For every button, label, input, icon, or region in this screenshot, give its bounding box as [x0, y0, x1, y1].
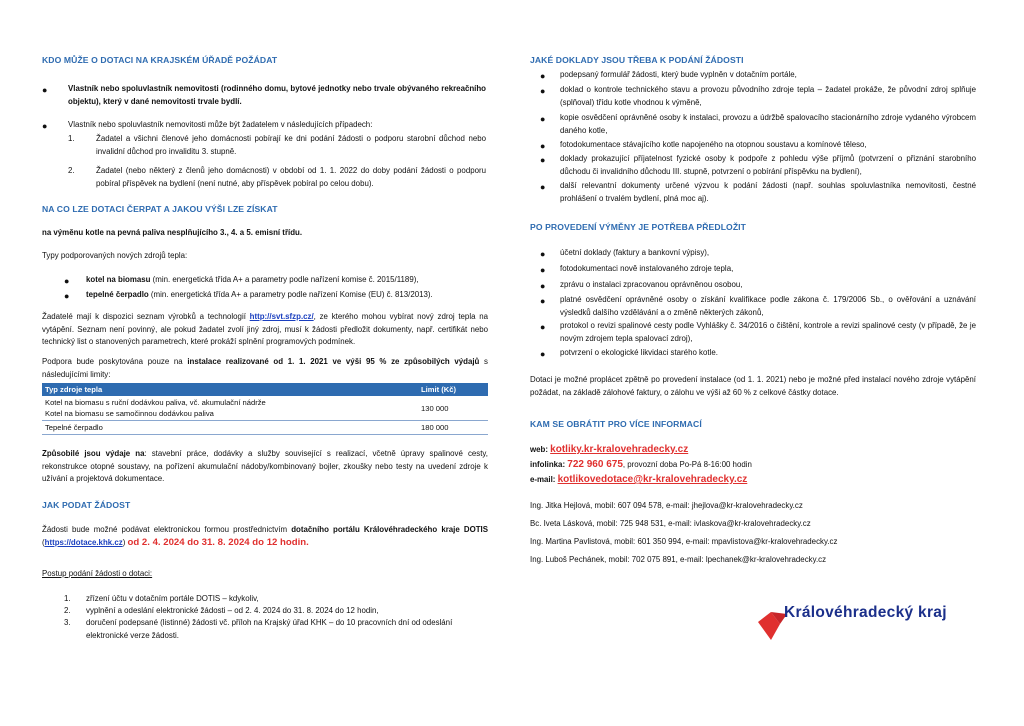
after-item: protokol o revizi spalinové cesty podle Vyhlášky č. 34/2016 o čištění, kontrole a revizi spalinové cesty (v případě, že je novým zdrojem tepla spalovací zdroj), [560, 321, 976, 343]
apply-text-a: Žádosti bude možné podávat elektronickou formou prostřednictvím [42, 525, 292, 534]
eligibility-sub-1: Žadatel a všichni členové jeho domácnosti pobírají ke dni podání žádosti o podporu starobní důchod nebo invalidní důchod pro invaliditu 3. stupně. [96, 134, 486, 156]
heading-how-to-apply: JAK PODAT ŽÁDOST [42, 500, 131, 510]
bullet: ● [540, 322, 546, 332]
eligible-costs-paragraph [42, 448, 488, 486]
table-cell-limit: 130 000 [418, 396, 488, 421]
row1-line-a: Kotel na biomasu s ruční dodávkou paliva, vč. akumulační nádrže [45, 398, 266, 407]
support-text-b: instalace realizované od 1. 1. 2021 ve výši 95 % ze způsobilých výdajů [187, 357, 480, 366]
limits-table [42, 383, 488, 435]
product-list-text-b: , ze kterého mohou vybírat nový zdroj tepla na vytápění. Seznam není povinný, ale pokud žadatel zvolí jiný zdroj, musí k žádosti předložit dokumenty, např. certifikát nebo technický list o stanovených parametrech, které prokáží splnění programových podmínek. [42, 312, 488, 346]
product-list-paragraph [42, 311, 488, 349]
email-line [530, 474, 747, 485]
logo-heart-icon [754, 600, 788, 644]
eligible-costs-label: Způsobilé jsou výdaje na [42, 449, 145, 458]
bullet: ● [540, 296, 546, 306]
phone-line [530, 459, 752, 470]
table-row [42, 421, 488, 435]
eligible-costs-text: : stavební práce, dodávky a služby související s realizací, včetně úpravy spalinové cesty, rekonstrukce otopné soustavy, na pořízení akumulační nádoby/kombinovaný bojler, zkoušky nebo testy na uvedení zdroje k užívání a projektová dokumentace. [42, 449, 488, 483]
support-paragraph [42, 356, 488, 381]
type-biomass-desc: (min. energetická třída A+ a parametry podle nařízení komise č. 2015/1189), [150, 275, 419, 284]
type-item-heatpump [86, 289, 488, 302]
eligibility-item-1: Vlastník nebo spoluvlastník nemovitosti (rodinného domu, bytové jednotky nebo trvale obývaného rekreačního objektu), který v dané nemovitosti trvale bydlí. [68, 84, 486, 106]
table-row [42, 396, 488, 421]
web-line [530, 444, 688, 455]
heading-required-documents: JAKÉ DOKLADY JSOU TŘEBA K PODÁNÍ ŽÁDOSTI [530, 55, 744, 65]
eligibility-sub-2: Žadatel (nebo některý z členů jeho domácnosti) v období od 1. 1. 2022 do doby podání žádosti o podporu pobíral příspěvek na bydlení (není nutné, aby příspěvek pobíral po celou dobu). [96, 166, 486, 188]
limits-table-header [42, 383, 488, 396]
doc-item: fotodokumentace stávajícího kotle napojeného na otopnou soustavu a komínové těleso, [560, 140, 867, 149]
contact-person: Ing. Jitka Hejlová, mobil: 607 094 578, e-mail: jhejlova@kr-kralovehradecky.cz [530, 501, 803, 510]
row1-line-b: Kotel na biomasu se samočinnou dodávkou paliva [45, 409, 214, 418]
replacement-text: na výměnu kotle na pevná paliva nesplňujícího 3., 4. a 5. emisní třídu. [42, 228, 303, 237]
phone-label: infolinka: [530, 460, 568, 469]
after-item: potvrzení o ekologické likvidaci starého kotle. [560, 348, 718, 357]
step-item: doručení podepsané (listinné) žádosti vč. příloh na Krajský úřad KHK – do 10 pracovních dní od odeslání elektronické verze žádosti. [86, 618, 453, 640]
apply-text-c: ( [42, 537, 45, 547]
heading-who-can-apply: KDO MŮŽE O DOTACI NA KRAJSKÉM ÚŘADĚ POŽÁDAT [42, 55, 278, 65]
heading-what-can-be-funded: NA CO LZE DOTACI ČERPAT A JAKOU VÝŠI LZE ZÍSKAT [42, 204, 278, 214]
table-cell-limit: 180 000 [418, 421, 488, 435]
list-number: 1. [68, 134, 75, 143]
bullet: ● [540, 249, 546, 259]
support-text-c: s následujícími limity: [42, 357, 488, 379]
step-item: vyplnění a odeslání elektronické žádosti – od 2. 4. 2024 do 31. 8. 2024 do 12 hodin, [86, 606, 379, 615]
list-number: 1. [64, 594, 71, 603]
after-item: účetní doklady (faktury a bankovní výpisy), [560, 248, 710, 257]
web-label: web: [530, 445, 551, 454]
apply-text-d: ) [122, 537, 128, 547]
table-cell [42, 396, 418, 421]
apply-portal-name: dotačního portálu Královéhradeckého kraje DOTIS [291, 525, 488, 534]
steps-title: Postup podání žádosti o dotaci: [42, 569, 153, 578]
doc-item: další relevantní dokumenty určené výzvou k podání žádosti (např. souhlas spoluvlastníka nemovitosti, čestné prohlášení o trvalém bydlení, plná moc aj). [560, 181, 976, 203]
step-item: zřízení účtu v dotačním portále DOTIS – kdykoliv, [86, 594, 259, 603]
apply-dates: od 2. 4. 2024 do 31. 8. 2024 do 12 hodin. [127, 536, 309, 548]
bullet: ● [540, 182, 546, 192]
limits-col-limit: Limit (Kč) [418, 383, 488, 396]
dotis-link[interactable]: https://dotace.khk.cz [44, 537, 123, 547]
bullet: ● [64, 276, 70, 286]
doc-item: doklady prokazující příjatelnost fyzické osoby k podpoře z pohledu výše příjmů (potvrzení o přiznání starobního důchodu či invalidního důchodu III. stupně, potvrzení o pobírání příspěvku na bydlení), [560, 154, 976, 176]
bullet: ● [540, 349, 546, 359]
contact-person: Bc. Iveta Lásková, mobil: 725 948 531, e-mail: ivlaskova@kr-kralovehradecky.cz [530, 519, 811, 528]
product-list-text-a: Žadatelé mají k dispozici seznam výrobků a technologií [42, 312, 250, 321]
type-item-biomass [86, 274, 488, 287]
eligibility-item-2: Vlastník nebo spoluvlastník nemovitosti může být žadatelem v následujících případech: [68, 120, 373, 129]
bullet: ● [42, 121, 48, 131]
phone-number[interactable]: 722 960 675 [567, 459, 623, 470]
after-item: zprávu o instalaci zpracovanou oprávněnou osobou, [560, 280, 743, 289]
heading-after-replacement: PO PROVEDENÍ VÝMĚNY JE POTŘEBA PŘEDLOŽIT [530, 222, 747, 232]
bullet: ● [540, 141, 546, 151]
heading-contacts: KAM SE OBRÁTIT PRO VÍCE INFORMACÍ [530, 419, 702, 429]
phone-hours: , provozní doba Po-Pá 8-16:00 hodin [622, 460, 752, 469]
bullet: ● [540, 114, 546, 124]
list-number: 3. [64, 618, 71, 627]
svt-link[interactable]: http://svt.sfzp.cz/ [249, 312, 314, 321]
payout-paragraph: Dotaci je možné proplácet zpětně po provedení instalace (od 1. 1. 2021) nebo je možné před instalací nového zdroje vytápění požádat, na základě zálohové faktury, o zálohu ve výši až 60 % z celkové částky dotace. [530, 375, 976, 397]
region-logo [754, 600, 974, 644]
bullet: ● [42, 85, 48, 95]
bullet: ● [540, 265, 546, 275]
web-link[interactable]: kotliky.kr-kralovehradecky.cz [550, 444, 689, 455]
bullet: ● [540, 155, 546, 165]
list-number: 2. [64, 606, 71, 615]
bullet: ● [540, 86, 546, 96]
limits-col-type: Typ zdroje tepla [42, 383, 418, 396]
doc-item: kopie osvědčení oprávněné osoby k instalaci, provozu a údržbě spalovacího stacionárního zdroje vydaného výrobcem daného kotle, [560, 113, 976, 135]
doc-item: doklad o kontrole technického stavu a provozu původního zdroje tepla – žadatel prokáže, že původní zdroj splňuje (splňoval) třídu kotle vhodnou k výměně, [560, 85, 976, 107]
after-item: platné osvědčení oprávněné osoby o získání kvalifikace podle zákona č. 179/2006 Sb., o ověřování a uznávání výsledků dalšího vzdělávání a o změně některých zákonů, [560, 295, 976, 317]
after-item: fotodokumentaci nově instalovaného zdroje tepla, [560, 264, 734, 273]
type-heatpump-name: tepelné čerpadlo [86, 290, 149, 299]
email-link[interactable]: kotlikovedotace@kr-kralovehradecky.cz [557, 474, 748, 485]
bullet: ● [64, 291, 70, 301]
email-label: e-mail: [530, 475, 558, 484]
support-text-a: Podpora bude poskytována pouze na [42, 357, 188, 366]
table-cell: Tepelné čerpadlo [42, 421, 418, 435]
type-biomass-name: kotel na biomasu [86, 275, 151, 284]
contact-person: Ing. Luboš Pechánek, mobil: 702 075 891, e-mail: lpechanek@kr-kralovehradecky.cz [530, 555, 827, 564]
bullet: ● [540, 71, 546, 81]
apply-paragraph [42, 524, 488, 549]
type-heatpump-desc: (min. energetická třída A+ a parametry podle nařízení Komise (EU) č. 813/2013). [148, 290, 433, 299]
contact-person: Ing. Martina Pavlistová, mobil: 601 350 994, e-mail: mpavlistova@kr-kralovehradecky.cz [530, 537, 838, 546]
doc-item: podepsaný formulář žádosti, který bude vyplněn v dotačním portále, [560, 70, 797, 79]
logo-text: Královéhradecký kraj [784, 604, 947, 621]
types-intro: Typy podporovaných nových zdrojů tepla: [42, 251, 188, 260]
bullet: ● [540, 281, 546, 291]
list-number: 2. [68, 166, 75, 175]
